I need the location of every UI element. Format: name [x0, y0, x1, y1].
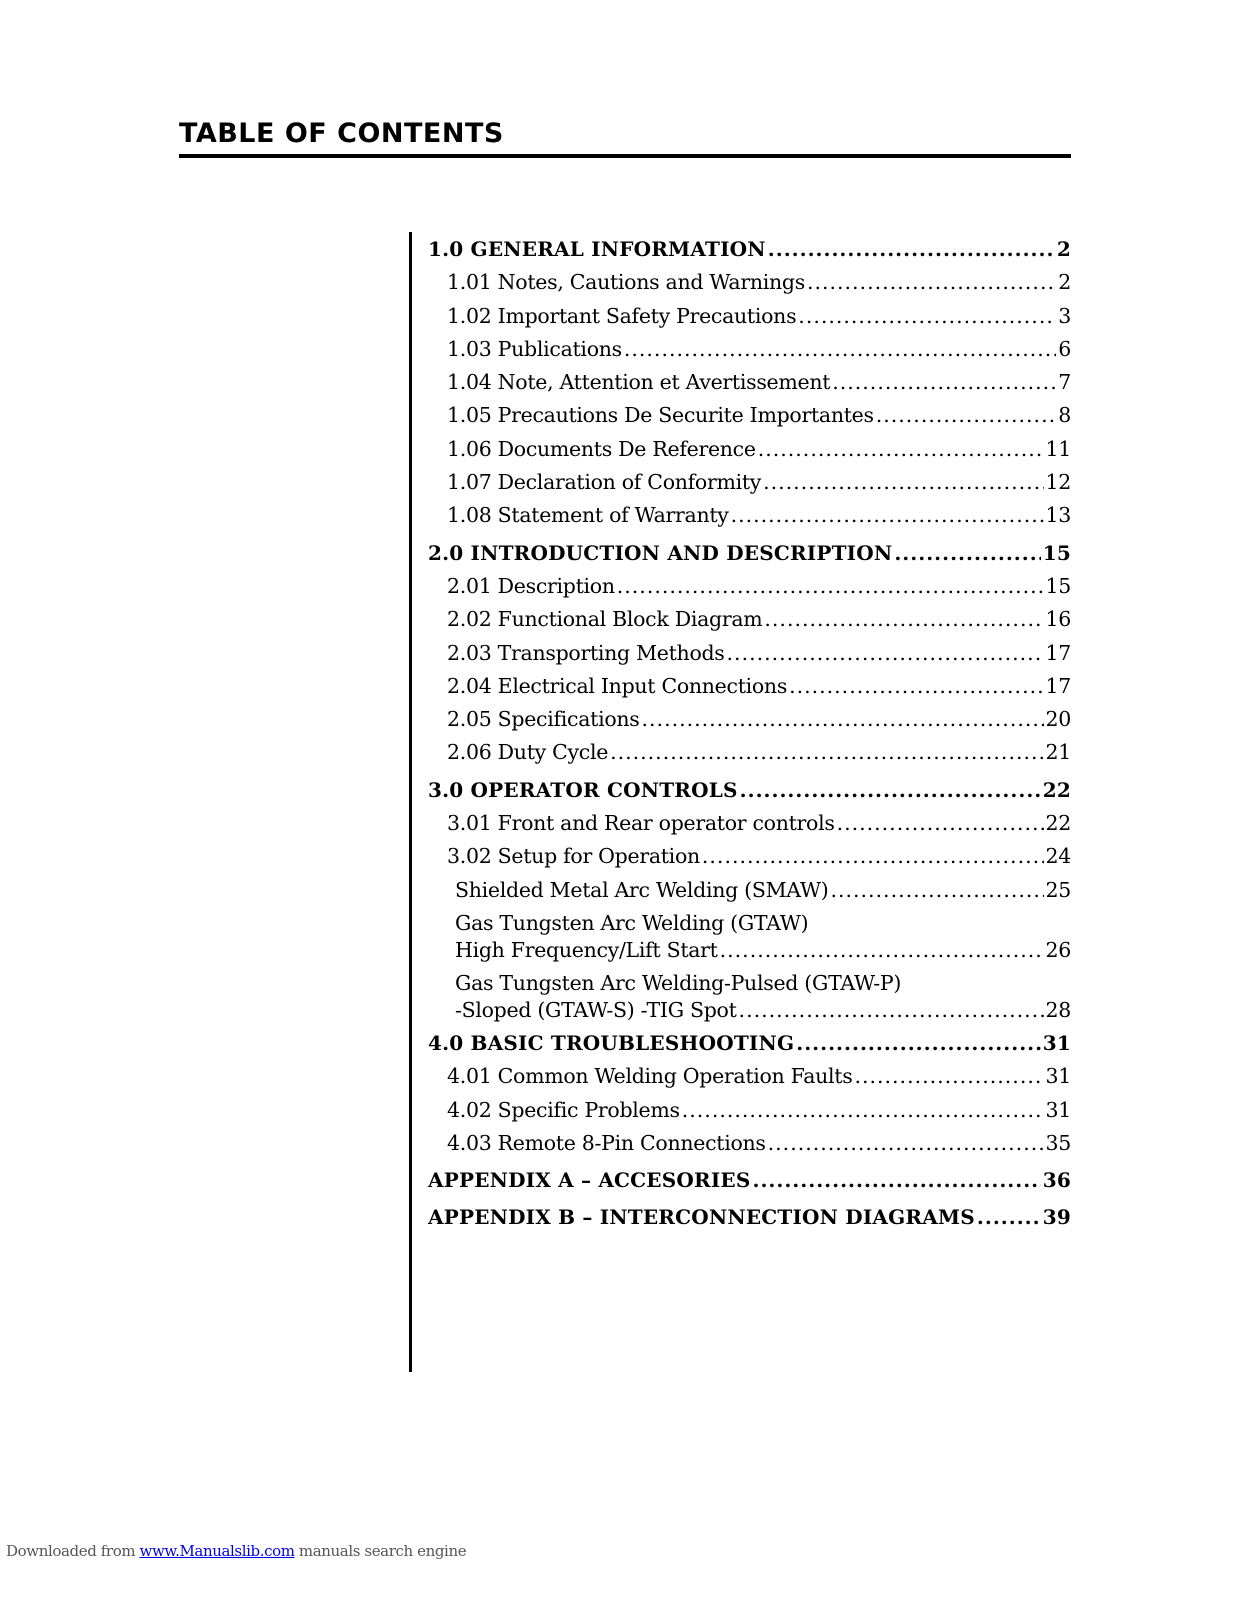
toc-entry-label: 1.0 GENERAL INFORMATION	[428, 237, 766, 261]
title-rule	[179, 154, 1071, 158]
dot-leader	[610, 739, 1043, 766]
toc-entry[interactable]	[428, 810, 1071, 843]
dot-leader	[837, 810, 1044, 837]
dot-leader	[830, 877, 1043, 904]
toc-page-number: 12	[1045, 470, 1071, 495]
dot-leader	[764, 606, 1043, 633]
toc-section-entry[interactable]	[428, 540, 1071, 573]
toc-page-number: 16	[1045, 607, 1071, 632]
dot-leader	[977, 1204, 1041, 1231]
table-of-contents	[428, 236, 1071, 1238]
toc-entry-label: 2.06 Duty Cycle	[447, 740, 609, 765]
toc-page-number: 25	[1045, 877, 1071, 902]
toc-entry-label: 1.04 Note, Attention et Avertissement	[447, 370, 831, 395]
toc-entry[interactable]	[428, 336, 1071, 369]
toc-page-number: 2	[1058, 270, 1071, 295]
dot-leader	[642, 706, 1044, 733]
toc-section-entry[interactable]	[428, 1167, 1071, 1200]
toc-entry-label: 4.02 Specific Problems	[447, 1097, 680, 1122]
toc-page-number: 26	[1045, 937, 1071, 962]
toc-entry[interactable]	[428, 1063, 1071, 1096]
dot-leader	[796, 1030, 1041, 1057]
toc-entry-label: 3.0 OPERATOR CONTROLS	[428, 777, 738, 802]
toc-entry[interactable]	[428, 606, 1071, 639]
toc-page-number: 13	[1045, 503, 1071, 528]
dot-leader	[740, 777, 1041, 804]
toc-page-number: 35	[1045, 1130, 1071, 1155]
toc-page-number: 2	[1056, 237, 1071, 261]
manualslib-link[interactable]: www.Manualslib.com	[139, 1542, 295, 1560]
dot-leader	[854, 1063, 1043, 1090]
toc-entry-label: 1.02 Important Safety Precautions	[447, 303, 797, 328]
dot-leader	[739, 997, 1044, 1024]
toc-page-number: 17	[1045, 640, 1071, 665]
toc-entry[interactable]	[428, 436, 1071, 469]
toc-page-number: 22	[1045, 811, 1071, 836]
toc-entry[interactable]	[428, 673, 1071, 706]
toc-page-number: 15	[1045, 573, 1071, 598]
toc-page-number: 3	[1058, 303, 1071, 328]
toc-section-entry[interactable]	[428, 1030, 1071, 1063]
toc-entry-label: Gas Tungsten Arc Welding (GTAW)	[455, 910, 809, 935]
toc-entry-label: 2.05 Specifications	[447, 707, 640, 732]
toc-entry[interactable]	[428, 970, 1071, 1024]
toc-entry-label: 1.03 Publications	[447, 336, 622, 361]
toc-entry-label-continued: -Sloped (GTAW-S) -TIG Spot	[455, 997, 737, 1022]
toc-entry-label: 2.01 Description	[447, 573, 615, 598]
toc-page-number: 28	[1045, 997, 1071, 1022]
toc-page-number: 20	[1045, 707, 1071, 732]
toc-section-entry[interactable]	[428, 236, 1071, 269]
dot-leader	[807, 269, 1056, 296]
toc-section-entry[interactable]	[428, 1204, 1071, 1237]
toc-page-number: 31	[1045, 1097, 1071, 1122]
toc-entry-label: 3.01 Front and Rear operator controls	[447, 811, 835, 836]
vertical-rule	[409, 232, 412, 1372]
toc-page-number: 39	[1042, 1205, 1071, 1230]
dot-leader	[832, 369, 1056, 396]
toc-entry-label: APPENDIX A – ACCESORIES	[428, 1168, 751, 1193]
dot-leader	[682, 1097, 1044, 1124]
toc-entry-label: 1.01 Notes, Cautions and Warnings	[447, 270, 805, 295]
dot-leader	[617, 573, 1044, 600]
toc-entry-label-continued: High Frequency/Lift Start	[455, 937, 718, 962]
toc-page-number: 36	[1042, 1168, 1071, 1193]
toc-entry-label: 1.08 Statement of Warranty	[447, 503, 729, 528]
dot-leader	[731, 502, 1044, 529]
download-footer	[6, 1542, 466, 1560]
footer-prefix: Downloaded from	[6, 1542, 140, 1560]
toc-entry-label: 2.04 Electrical Input Connections	[447, 673, 788, 698]
toc-entry-label: Shielded Metal Arc Welding (SMAW)	[455, 877, 829, 902]
toc-entry[interactable]	[428, 706, 1071, 739]
toc-page-number: 17	[1045, 673, 1071, 698]
toc-entry-label: 4.03 Remote 8-Pin Connections	[447, 1130, 766, 1155]
toc-entry-label: 1.05 Precautions De Securite Importantes	[447, 403, 874, 428]
toc-entry-label: 2.03 Transporting Methods	[447, 640, 725, 665]
toc-entry[interactable]	[428, 843, 1071, 876]
toc-entry[interactable]	[428, 877, 1071, 910]
dot-leader	[798, 303, 1056, 330]
dot-leader	[702, 843, 1044, 870]
toc-entry[interactable]	[428, 402, 1071, 435]
toc-entry[interactable]	[428, 739, 1071, 772]
toc-entry-label: 2.02 Functional Block Diagram	[447, 607, 763, 632]
toc-entry-label: APPENDIX B – INTERCONNECTION DIAGRAMS	[428, 1205, 975, 1230]
toc-entry[interactable]	[428, 1097, 1071, 1130]
toc-entry-label: 1.06 Documents De Reference	[447, 436, 756, 461]
toc-entry[interactable]	[428, 910, 1071, 964]
toc-page-number: 6	[1058, 336, 1071, 361]
footer-suffix: manuals search engine	[294, 1542, 467, 1560]
dot-leader	[876, 402, 1057, 429]
toc-page-number: 24	[1045, 844, 1071, 869]
page-title: TABLE OF CONTENTS	[179, 118, 504, 149]
toc-page-number: 31	[1042, 1030, 1071, 1055]
toc-entry-label: 2.0 INTRODUCTION AND DESCRIPTION	[428, 540, 893, 565]
toc-entry-label: 1.07 Declaration of Conformity	[447, 470, 762, 495]
toc-page-number: 11	[1045, 436, 1071, 461]
dot-leader	[763, 469, 1043, 496]
toc-section-entry[interactable]	[428, 777, 1071, 810]
toc-page-number: 22	[1042, 777, 1071, 802]
toc-entry[interactable]	[428, 303, 1071, 336]
toc-entry[interactable]	[428, 469, 1071, 502]
toc-entry-label: 3.02 Setup for Operation	[447, 844, 700, 869]
toc-entry-label: 4.0 BASIC TROUBLESHOOTING	[428, 1030, 795, 1055]
dot-leader	[720, 937, 1044, 964]
dot-leader	[768, 1130, 1044, 1157]
dot-leader	[789, 673, 1043, 700]
dot-leader	[727, 640, 1044, 667]
toc-page-number: 7	[1058, 370, 1071, 395]
toc-entry[interactable]	[428, 640, 1071, 673]
toc-page-number: 8	[1058, 403, 1071, 428]
dot-leader	[894, 540, 1040, 567]
dot-leader	[758, 436, 1044, 463]
toc-entry[interactable]	[428, 269, 1071, 302]
toc-entry[interactable]	[428, 1130, 1071, 1163]
toc-entry[interactable]	[428, 573, 1071, 606]
dot-leader	[624, 336, 1056, 363]
toc-page-number: 31	[1045, 1064, 1071, 1089]
toc-entry-label: Gas Tungsten Arc Welding-Pulsed (GTAW-P)	[455, 970, 902, 995]
dot-leader	[768, 236, 1055, 263]
dot-leader	[752, 1167, 1040, 1194]
toc-entry-label: 4.01 Common Welding Operation Faults	[447, 1064, 853, 1089]
toc-entry[interactable]	[428, 369, 1071, 402]
toc-page-number: 21	[1045, 740, 1071, 765]
toc-entry[interactable]	[428, 502, 1071, 535]
toc-page-number: 15	[1042, 540, 1071, 565]
